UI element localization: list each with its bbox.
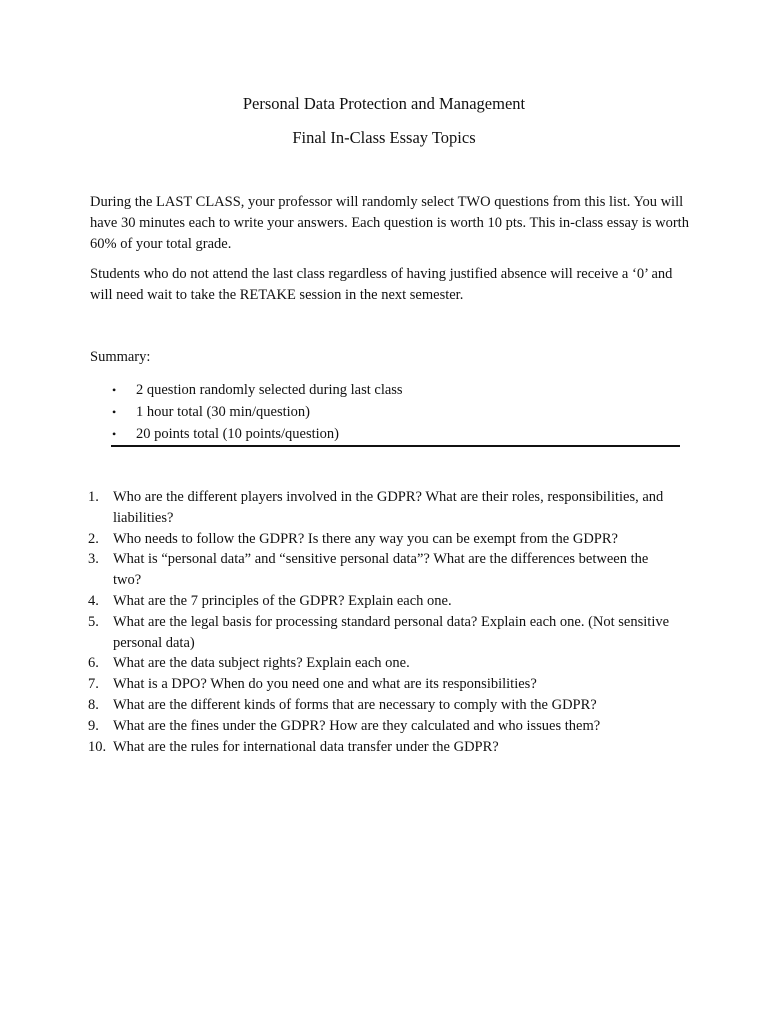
- bullet-icon: •: [112, 383, 117, 397]
- summary-item-text: 1 hour total (30 min/question): [136, 404, 310, 420]
- question-item: [88, 695, 678, 716]
- summary-item-text: 2 question randomly selected during last class: [136, 382, 403, 398]
- summary-item: [112, 423, 403, 445]
- question-number: 8.: [88, 696, 99, 713]
- question-item: [88, 716, 678, 737]
- question-item: [88, 529, 678, 550]
- question-number: 7.: [88, 676, 99, 693]
- bullet-icon: •: [112, 405, 117, 419]
- bullet-icon: •: [112, 427, 117, 441]
- summary-item: [112, 401, 403, 423]
- question-text: What are the fines under the GDPR? How are they calculated and who issues them?: [113, 717, 601, 734]
- question-item: [88, 653, 678, 674]
- question-item: [88, 591, 678, 612]
- question-item: [88, 612, 678, 654]
- question-item: [88, 737, 678, 758]
- summary-heading: Summary:: [90, 349, 151, 365]
- questions-list: [88, 487, 678, 757]
- question-text: What are the 7 principles of the GDPR? Explain each one.: [113, 592, 452, 609]
- question-number: 10.: [88, 738, 107, 755]
- document-subtitle: Final In-Class Essay Topics: [292, 128, 476, 147]
- question-number: 3.: [88, 551, 99, 568]
- question-number: 2.: [88, 530, 99, 547]
- question-number: 5.: [88, 613, 99, 630]
- question-number: 9.: [88, 717, 99, 734]
- summary-item: [112, 379, 403, 401]
- question-text: What are the different kinds of forms that are necessary to comply with the GDPR?: [113, 696, 597, 713]
- document-title: Personal Data Protection and Management: [242, 94, 526, 113]
- instructions-paragraph: During the LAST CLASS, your professor will randomly select TWO questions from this list. You will have 30 minutes each to write your answers. Each question is worth 10 pts. This in-class essay is worth 60% of your total grade.: [90, 194, 689, 252]
- question-item: [88, 549, 678, 591]
- question-text: Who needs to follow the GDPR? Is there any way you can be exempt from the GDPR?: [113, 530, 618, 547]
- question-text: What are the data subject rights? Explain each one.: [113, 655, 410, 672]
- question-item: [88, 674, 678, 695]
- question-number: 1.: [88, 489, 99, 505]
- summary-item-text: 20 points total (10 points/question): [136, 426, 339, 442]
- horizontal-divider: [111, 445, 680, 447]
- question-text: What are the legal basis for processing standard personal data? Explain each one. (Not sensitive personal data): [113, 613, 670, 651]
- question-text: What are the rules for international data transfer under the GDPR?: [113, 738, 499, 755]
- attendance-paragraph: Students who do not attend the last class regardless of having justified absence will receive a ‘0’ and will need wait to take the RETAKE session in the next semester.: [90, 266, 673, 303]
- question-item: [88, 487, 678, 529]
- question-number: 4.: [88, 592, 99, 609]
- question-text: Who are the different players involved in the GDPR? What are their roles, responsibilities, and liabilities?: [113, 489, 664, 526]
- question-number: 6.: [88, 655, 99, 672]
- summary-list: [112, 379, 403, 445]
- question-text: What is a DPO? When do you need one and what are its responsibilities?: [113, 676, 537, 693]
- question-text: What is “personal data” and “sensitive personal data”? What are the differences between the two?: [113, 551, 649, 589]
